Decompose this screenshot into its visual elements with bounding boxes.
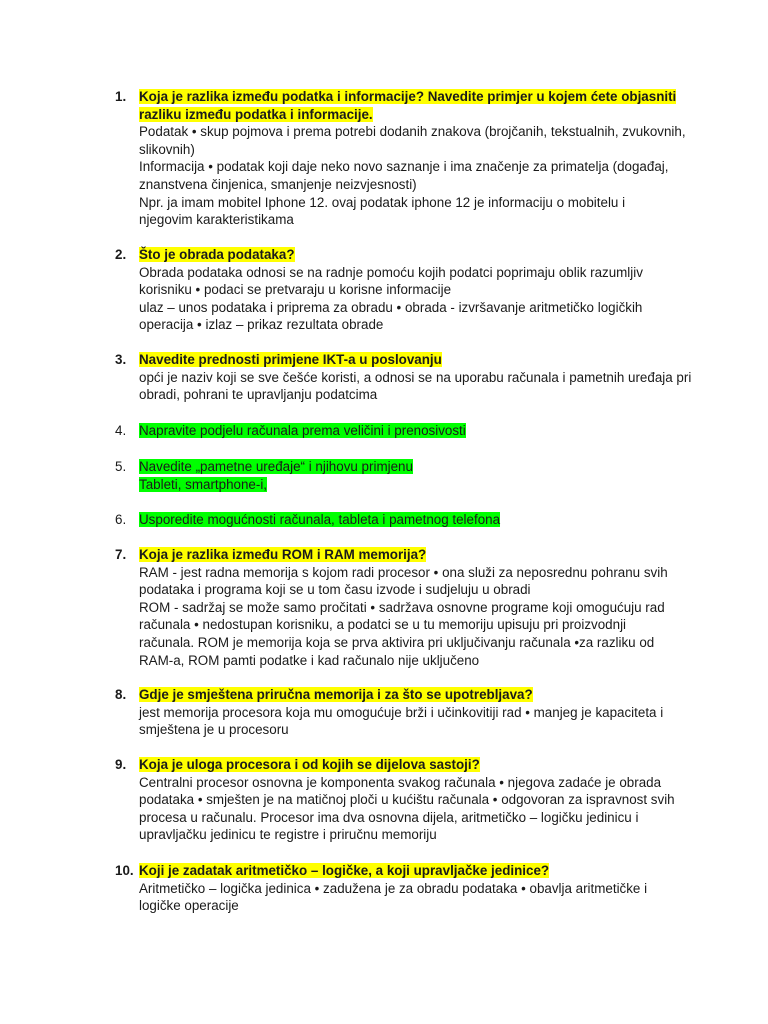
- question-number: 4.: [115, 423, 127, 438]
- question-text: Navedite prednosti primjene IKT-a u poslovanju: [139, 352, 442, 367]
- answer-line: logičke operacije: [139, 898, 239, 914]
- answer-line: podataka i programa koji se u tom času izvode i sudjeluju u obradi: [139, 582, 531, 598]
- question-number: 6.: [115, 512, 127, 527]
- question-item-2: [115, 246, 685, 334]
- answer-line: Npr. ja imam mobitel Iphone 12. ovaj podatak iphone 12 je informaciju o mobitelu i: [139, 194, 626, 210]
- answer-line: slikovnih): [139, 141, 195, 157]
- question-item-5: [115, 458, 685, 493]
- answer-line: znanstvena činjenica, smanjenje neizvjesnosti): [139, 176, 417, 192]
- question-item-6: [115, 511, 685, 529]
- question-item-9: [115, 756, 685, 844]
- question-text: Koji je zadatak aritmetičko – logičke, a koji upravljačke jedinice?: [139, 863, 550, 878]
- question-number: 8.: [115, 687, 127, 702]
- question-number: 3.: [115, 352, 127, 367]
- answer-line: Obrada podataka odnosi se na radnje pomoću kojih podatci poprimaju oblik razumljiv: [139, 264, 643, 280]
- question-item-1: [115, 88, 685, 229]
- answer-line: njegovim karakteristikama: [139, 212, 294, 228]
- question-number: 7.: [115, 547, 127, 562]
- answer-line: operacija • izlaz – prikaz rezultata obrade: [139, 317, 384, 333]
- question-text: Koja je uloga procesora i od kojih se dijelova sastoji?: [139, 757, 480, 772]
- question-text: Usporedite mogućnosti računala, tableta i pametnog telefona: [139, 512, 501, 527]
- answer-line: računala • nedostupan korisniku, a podatci se u tu memoriju upisuju pri proizvodnji: [139, 617, 627, 633]
- question-item-4: [115, 422, 685, 440]
- answer-line: ulaz – unos podataka i priprema za obradu • obrada - izvršavanje aritmetičko logičkih: [139, 299, 643, 315]
- answer-line: opći je naziv koji se sve češće koristi, a odnosi se na uporabu računala i pametnih uređaja pri: [139, 369, 692, 385]
- question-item-10: [115, 862, 685, 915]
- question-text: Napravite podjelu računala prema veličini i prenosivosti: [139, 423, 466, 438]
- question-item-3: [115, 351, 692, 404]
- answer-line: Centralni procesor osnovna je komponenta svakog računala • njegova zadaće je obrada: [139, 774, 662, 790]
- answer-line: smještena je u procesoru: [139, 722, 289, 738]
- question-number: 10.: [115, 863, 134, 878]
- question-item-7: [115, 546, 685, 669]
- answer-line: procesa u računalu. Procesor ima dva osnovna dijela, aritmetičko – logičku jedinicu i: [139, 809, 639, 825]
- answer-line: RAM-a, ROM pamti podatke i kad računalo nije uključeno: [139, 652, 480, 668]
- question-text: Koja je razlika između ROM i RAM memorija?: [139, 547, 427, 562]
- answer-line: Informacija • podatak koji daje neko novo saznanje i ima značenje za primatelja (događaj,: [139, 159, 669, 175]
- question-text: Gdje je smještena priručna memorija i za što se upotrebljava?: [139, 687, 533, 702]
- answer-line: jest memorija procesora koja mu omogućuje brži i učinkovitiji rad • manjeg je kapaciteta i: [139, 704, 664, 720]
- question-text: razliku između podatka i informacije.: [139, 106, 373, 122]
- answer-line: ROM - sadržaj se može samo pročitati • sadržava osnovne programe koji omogućuju rad: [139, 599, 665, 615]
- answer-line: podataka • smješten je na matičnoj ploči u kućištu računala • odgovoran za ispravnost svih: [139, 792, 675, 808]
- answer-line: korisniku • podaci se pretvaraju u korisne informacije: [139, 282, 452, 298]
- answer-line: RAM - jest radna memorija s kojom radi procesor • ona služi za neposrednu pohranu svih: [139, 564, 668, 580]
- question-number: 2.: [115, 247, 127, 262]
- question-text: Koja je razlika između podatka i informacije? Navedite primjer u kojem ćete objasniti: [139, 89, 677, 104]
- question-number: 1.: [115, 89, 127, 104]
- question-number: 5.: [115, 459, 127, 474]
- answer-line: računala. ROM je memorija koja se prva aktivira pri uključivanju računala •za razliku od: [139, 634, 655, 650]
- answer-line: Podatak • skup pojmova i prema potrebi dodanih znakova (brojčanih, tekstualnih, zvukovnih,: [139, 124, 686, 140]
- answer-line: Aritmetičko – logička jedinica • zadužena je za obradu podataka • obavlja aritmetičke i: [139, 880, 648, 896]
- question-item-8: [115, 686, 685, 739]
- answer-line: obradi, pohrani te upravljanju podatcima: [139, 387, 378, 403]
- question-text: Navedite „pametne uređaje“ i njihovu primjenu: [139, 459, 413, 474]
- answer-line: upravljačku jedinicu te registre i priručnu memoriju: [139, 827, 437, 843]
- question-number: 9.: [115, 757, 127, 772]
- question-text: Što je obrada podataka?: [139, 247, 295, 262]
- question-text: Tableti, smartphone-i,: [139, 476, 268, 492]
